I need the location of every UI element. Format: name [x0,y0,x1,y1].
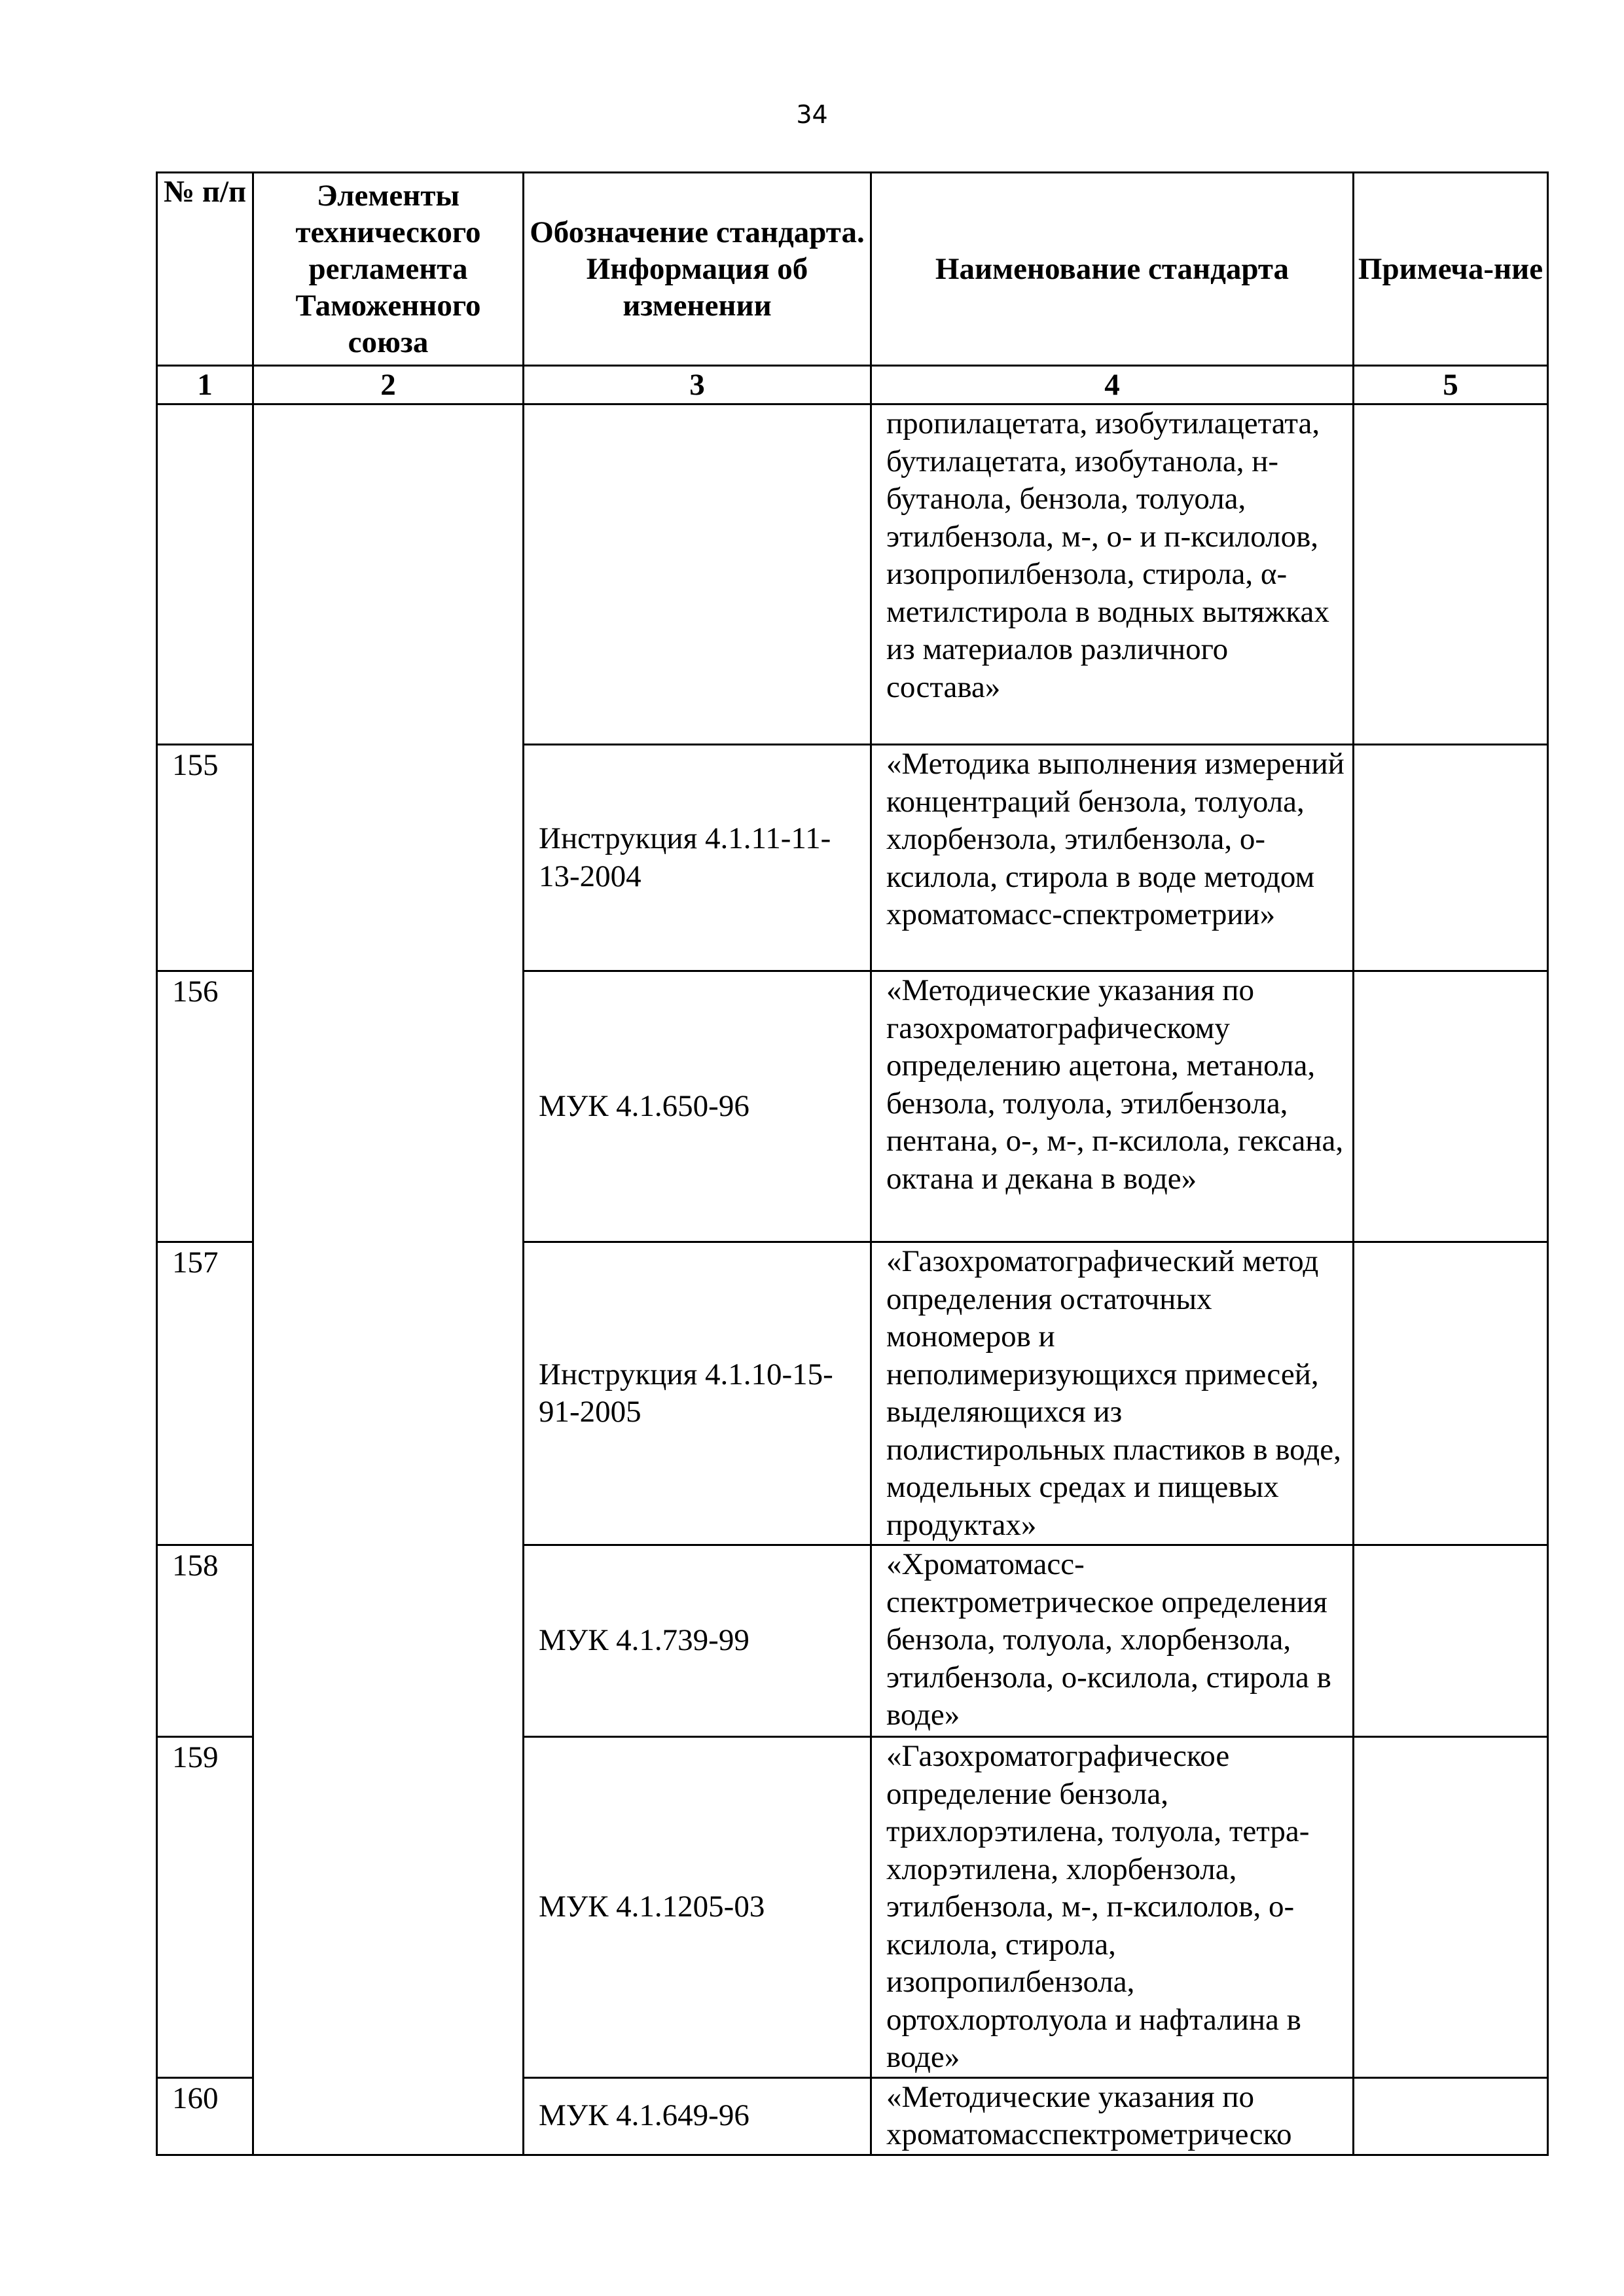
header-num: № п/п [157,173,253,366]
standard-note [1354,745,1548,971]
standard-note [1354,1545,1548,1737]
standard-name: пропилацетата, изобутилацетата, бутилацетата, изобутанола, н-бутанола, бензола, толуола, этилбензола, м-, о- и п-ксилолов, изопропилбензола, стирола, α-метилстирола в водных вытяжках из материалов различного состава» [871,404,1354,745]
standard-name: «Газохроматографическое определение бензола, трихлорэтилена, толуола, тетра-хлорэтилена, хлорбензола, этилбензола, м-, п-ксилолов, о-ксилола, стирола, изопропилбензола, ортохлортолуола и нафталина в воде» [871,1737,1354,2078]
standard-name: «Методические указания по хроматомасспектрометрическо [871,2077,1354,2155]
row-number [157,404,253,745]
row-number: 157 [157,1242,253,1545]
standard-designation: Инструкция 4.1.10-15-91-2005 [524,1242,871,1545]
column-number: 1 [157,366,253,404]
regulation-elements-cell [253,404,524,2155]
standard-name: «Газохроматографический метод определения остаточных мономеров и неполимеризующихся примесей, выделяющихся из полистирольных пластиков в воде, модельных средах и пищевых продуктах» [871,1242,1354,1545]
header-standard-name: Наименование стандарта [871,173,1354,366]
row-number: 155 [157,745,253,971]
row-number: 156 [157,971,253,1242]
column-number: 5 [1354,366,1548,404]
column-number: 4 [871,366,1354,404]
row-number: 158 [157,1545,253,1737]
standard-designation: МУК 4.1.649-96 [524,2077,871,2155]
header-row [157,173,1548,366]
row-number: 160 [157,2077,253,2155]
header-elements: Элементы технического регламента Таможенного союза [253,173,524,366]
standard-note [1354,1737,1548,2078]
standard-designation: МУК 4.1.650-96 [524,971,871,1242]
standards-table [156,171,1549,2156]
page-number: 34 [796,100,828,129]
column-number: 3 [524,366,871,404]
standard-designation: МУК 4.1.1205-03 [524,1737,871,2078]
standard-note [1354,1242,1548,1545]
column-number-row [157,366,1548,404]
table-row [157,404,1548,745]
standard-designation: МУК 4.1.739-99 [524,1545,871,1737]
header-note: Примеча-ние [1354,173,1548,366]
standard-designation [524,404,871,745]
standard-note [1354,404,1548,745]
standard-note [1354,971,1548,1242]
standard-name: «Методические указания по газохроматографическому определению ацетона, метанола, бензола, толуола, этилбензола, пентана, о-, м-, п-ксилола, гексана, октана и декана в воде» [871,971,1354,1242]
header-designation: Обозначение стандарта. Информация об изменении [524,173,871,366]
standard-designation: Инструкция 4.1.11-11-13-2004 [524,745,871,971]
standard-name: «Хроматомасс-спектрометрическое определения бензола, толуола, хлорбензола, этилбензола, о-ксилола, стирола в воде» [871,1545,1354,1737]
standard-name: «Методика выполнения измерений концентраций бензола, толуола, хлорбензола, этилбензола, о-ксилола, стирола в воде методом хроматомасс-спектрометрии» [871,745,1354,971]
column-number: 2 [253,366,524,404]
standard-note [1354,2077,1548,2155]
row-number: 159 [157,1737,253,2078]
